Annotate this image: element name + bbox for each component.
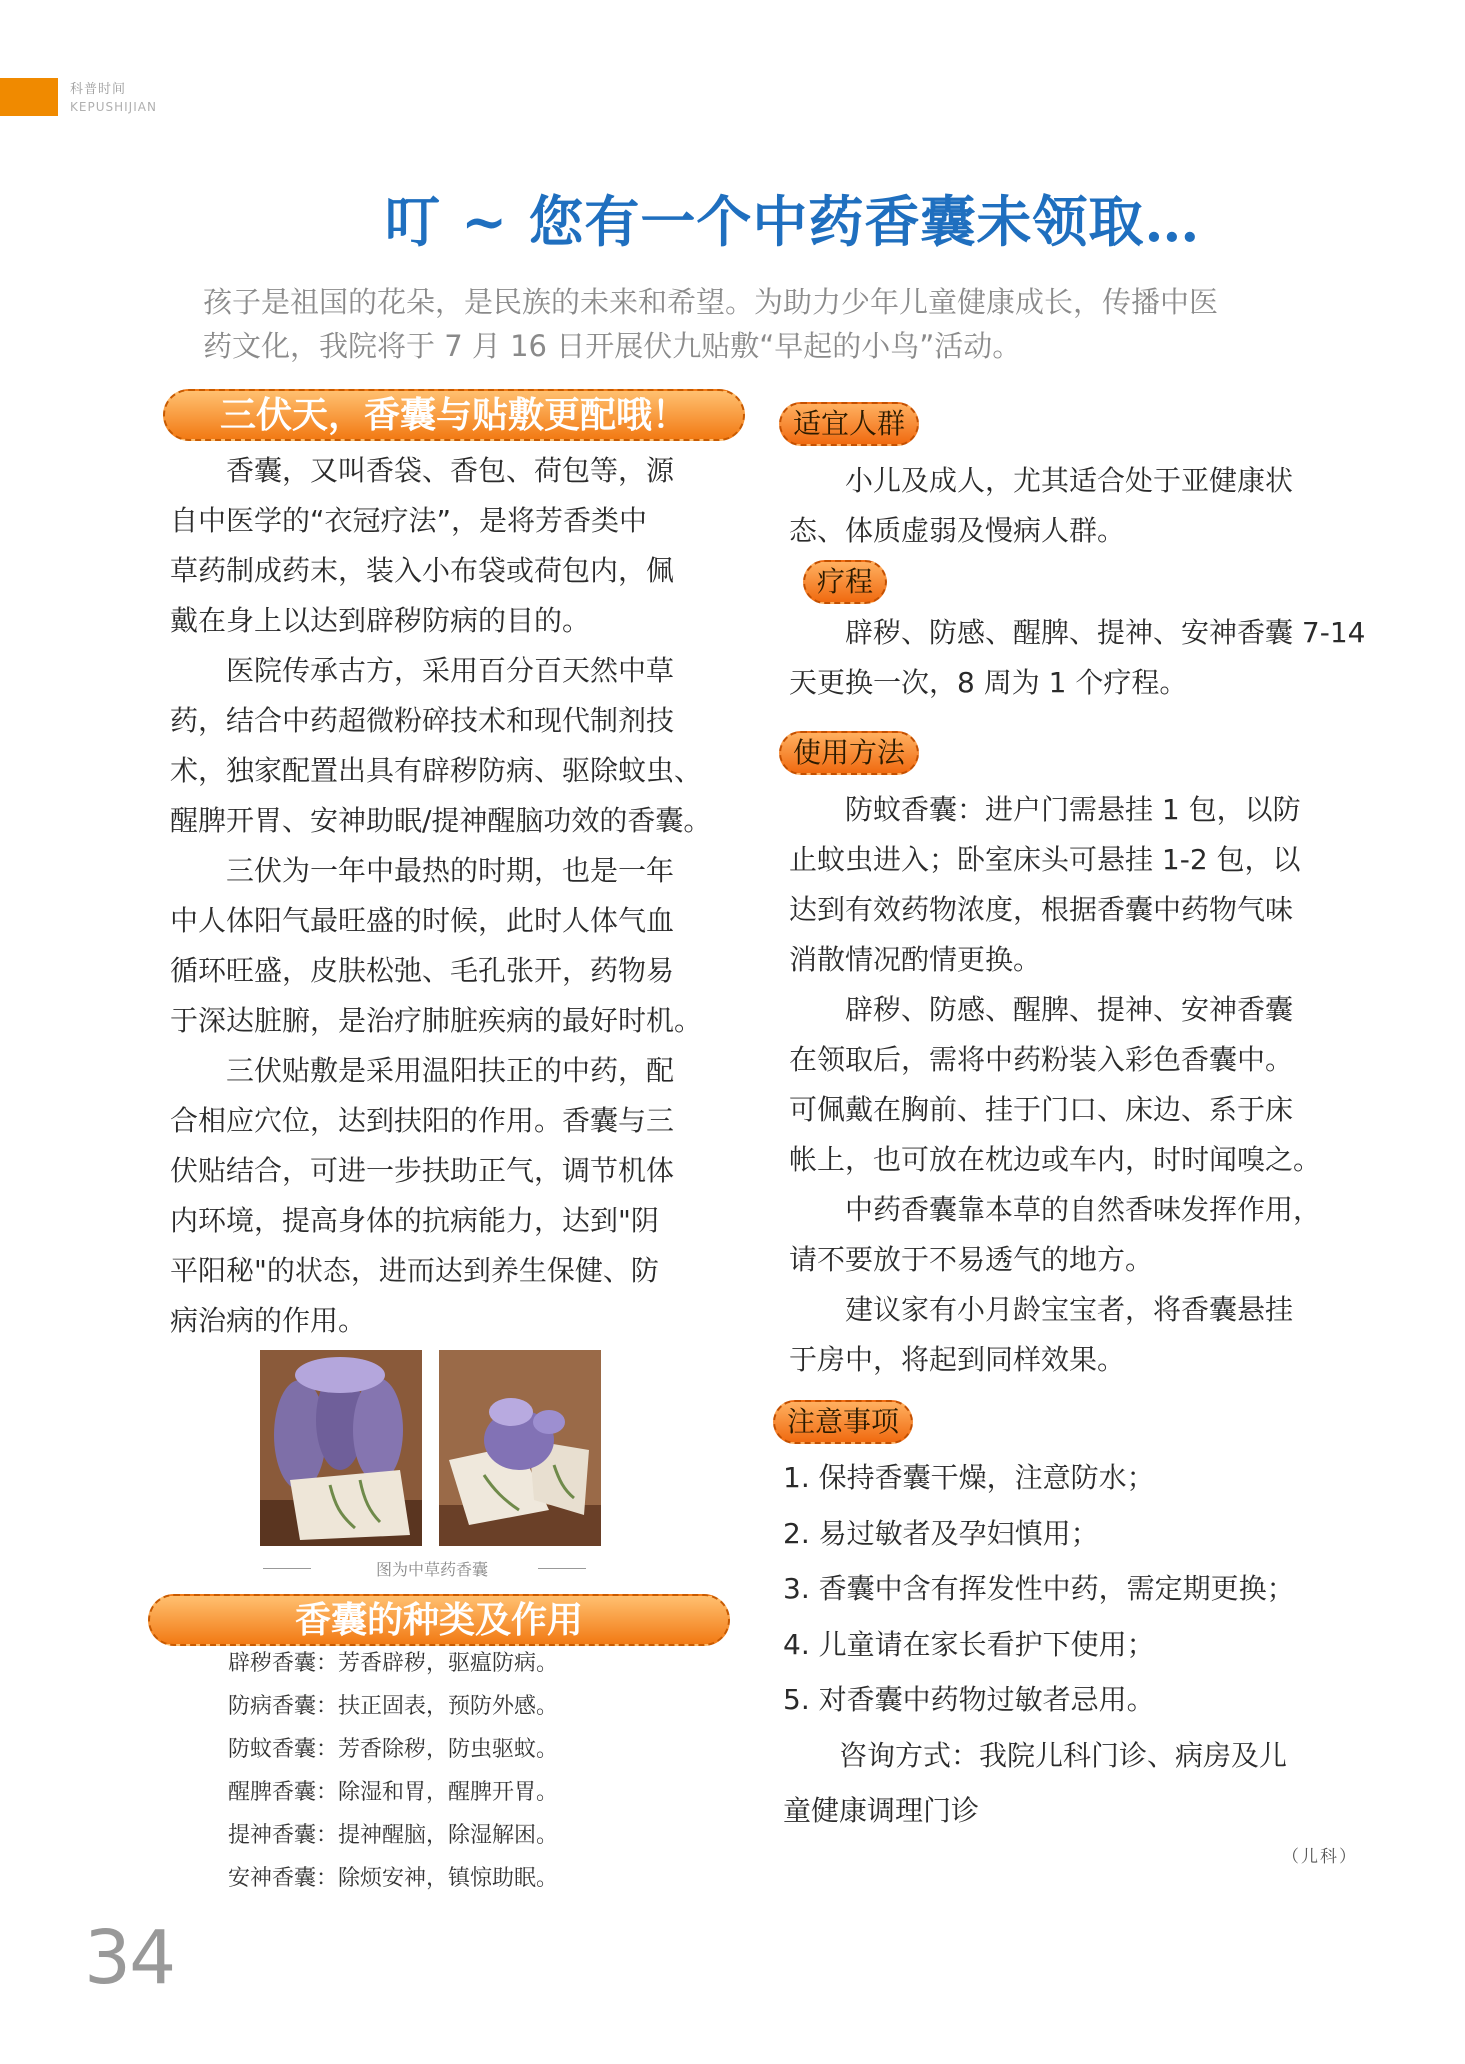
text-line: 自中医学的“衣冠疗法”，是将芳香类中 bbox=[170, 504, 648, 537]
text-line: 内环境，提高身体的抗病能力，达到"阴 bbox=[170, 1204, 659, 1237]
list-item: 醒脾香囊：除湿和胃，醒脾开胃。 bbox=[228, 1780, 559, 1805]
section-name-pinyin: KEPUSHIJIAN bbox=[70, 100, 157, 114]
text-line: 循环旺盛，皮肤松弛、毛孔张开，药物易 bbox=[170, 954, 675, 987]
text-line: 中药香囊靠本草的自然香味发挥作用， bbox=[789, 1193, 1322, 1226]
text-line: 草药制成药末，装入小布袋或荷包内，佩 bbox=[170, 554, 675, 587]
list-item: 安神香囊：除烦安神，镇惊助眠。 bbox=[228, 1866, 559, 1891]
text-line: 辟秽、防感、醒脾、提神、安神香囊 bbox=[789, 993, 1294, 1026]
caption-rule-right bbox=[538, 1568, 586, 1569]
note-item: 1. 保持香囊干燥，注意防水； bbox=[783, 1461, 1155, 1494]
text-line: 建议家有小月龄宝宝者，将香囊悬挂 bbox=[789, 1293, 1294, 1326]
text-line: 醒脾开胃、安神助眠/提神醒脑功效的香囊。 bbox=[170, 804, 712, 837]
tag-course: 疗程 bbox=[803, 560, 887, 604]
intro-paragraph bbox=[203, 280, 1323, 368]
usage-text bbox=[789, 785, 1321, 1385]
text-line: 天更换一次，8 周为 1 个疗程。 bbox=[789, 666, 1188, 699]
text-line: 于深达脏腑，是治疗肺脏疾病的最好时机。 bbox=[170, 1004, 703, 1037]
text-line: 三伏为一年中最热的时期，也是一年 bbox=[170, 854, 675, 887]
tag-suitable-people: 适宜人群 bbox=[779, 402, 919, 446]
text-line: 辟秽、防感、醒脾、提神、安神香囊 7-14 bbox=[789, 616, 1366, 649]
intro-line: 药文化，我院将于 7 月 16 日开展伏九贴敷“早起的小鸟”活动。 bbox=[203, 329, 1022, 363]
suitable-people-text bbox=[789, 456, 1293, 556]
sachet-photo-1 bbox=[260, 1350, 422, 1546]
list-item: 防蚊香囊：芳香除秽，防虫驱蚊。 bbox=[228, 1737, 559, 1762]
text-line: 病治病的作用。 bbox=[170, 1304, 367, 1337]
section-color-bar bbox=[0, 78, 58, 116]
list-item: 防病香囊：扶正固表，预防外感。 bbox=[228, 1694, 559, 1719]
text-line: 可佩戴在胸前、挂于门口、床边、系于床 bbox=[789, 1093, 1294, 1126]
text-line: 请不要放于不易透气的地方。 bbox=[789, 1243, 1154, 1276]
text-line: 消散情况酌情更换。 bbox=[789, 943, 1042, 976]
note-item: 3. 香囊中含有挥发性中药，需定期更换； bbox=[783, 1572, 1295, 1605]
text-line: 药，结合中药超微粉碎技术和现代制剂技 bbox=[170, 704, 675, 737]
text-line: 达到有效药物浓度，根据香囊中药物气味 bbox=[789, 893, 1294, 926]
page-number: 34 bbox=[84, 1915, 175, 2001]
note-item: 2. 易过敏者及孕妇慎用； bbox=[783, 1516, 1099, 1550]
sachet-photo-2 bbox=[439, 1350, 601, 1546]
text-line: 戴在身上以达到辟秽防病的目的。 bbox=[170, 604, 591, 637]
notes-text bbox=[783, 1450, 1295, 1839]
tag-usage: 使用方法 bbox=[779, 731, 919, 775]
contact-line: 童健康调理门诊 bbox=[783, 1794, 980, 1827]
text-line: 在领取后，需将中药粉装入彩色香囊中。 bbox=[789, 1043, 1294, 1076]
course-text bbox=[789, 608, 1365, 708]
text-line: 三伏贴敷是采用温阳扶正的中药，配 bbox=[170, 1054, 675, 1087]
text-line: 帐上，也可放在枕边或车内，时时闻嗅之。 bbox=[789, 1143, 1322, 1176]
text-line: 止蚊虫进入；卧室床头可悬挂 1-2 包，以 bbox=[789, 843, 1301, 876]
text-line: 香囊，又叫香袋、香包、荷包等，源 bbox=[170, 454, 675, 487]
intro-line: 孩子是祖国的花朵，是民族的未来和希望。为助力少年儿童健康成长，传播中医 bbox=[203, 285, 1219, 319]
text-line: 于房中，将起到同样效果。 bbox=[789, 1343, 1126, 1376]
tag-notes: 注意事项 bbox=[773, 1400, 913, 1444]
text-line: 防蚊香囊：进户门需悬挂 1 包，以防 bbox=[789, 793, 1301, 826]
text-line: 伏贴结合，可进一步扶助正气，调节机体 bbox=[170, 1154, 675, 1187]
banner-sachet-and-patch: 三伏天，香囊与贴敷更配哦！ bbox=[163, 389, 745, 441]
text-line: 医院传承古方，采用百分百天然中草 bbox=[170, 654, 675, 687]
banner-sachet-types: 香囊的种类及作用 bbox=[148, 1594, 730, 1646]
sachet-types-list bbox=[228, 1642, 558, 1900]
photo-caption: 图为中草药香囊 bbox=[375, 1560, 488, 1579]
page-title: 叮 ~ 您有一个中药香囊未领取… bbox=[385, 189, 1201, 254]
note-item: 4. 儿童请在家长看护下使用； bbox=[783, 1627, 1155, 1661]
contact-line: 咨询方式：我院儿科门诊、病房及儿 bbox=[783, 1738, 1288, 1772]
note-item: 5. 对香囊中药物过敏者忌用。 bbox=[783, 1683, 1155, 1716]
list-item: 辟秽香囊：芳香辟秽，驱瘟防病。 bbox=[228, 1651, 559, 1676]
text-line: 中人体阳气最旺盛的时候，此时人体气血 bbox=[170, 904, 675, 937]
list-item: 提神香囊：提神醒脑，除湿解困。 bbox=[228, 1823, 559, 1848]
department-credit: （儿科） bbox=[1282, 1847, 1358, 1867]
text-line: 术，独家配置出具有辟秽防病、驱除蚊虫、 bbox=[170, 754, 703, 787]
text-line: 态、体质虚弱及慢病人群。 bbox=[789, 514, 1126, 547]
text-line: 平阳秘"的状态，进而达到养生保健、防 bbox=[170, 1254, 659, 1287]
left-column-text bbox=[170, 446, 750, 1346]
text-line: 合相应穴位，达到扶阳的作用。香囊与三 bbox=[170, 1104, 675, 1137]
text-line: 小儿及成人，尤其适合处于亚健康状 bbox=[789, 464, 1294, 497]
section-name: 科普时间 bbox=[70, 82, 127, 97]
